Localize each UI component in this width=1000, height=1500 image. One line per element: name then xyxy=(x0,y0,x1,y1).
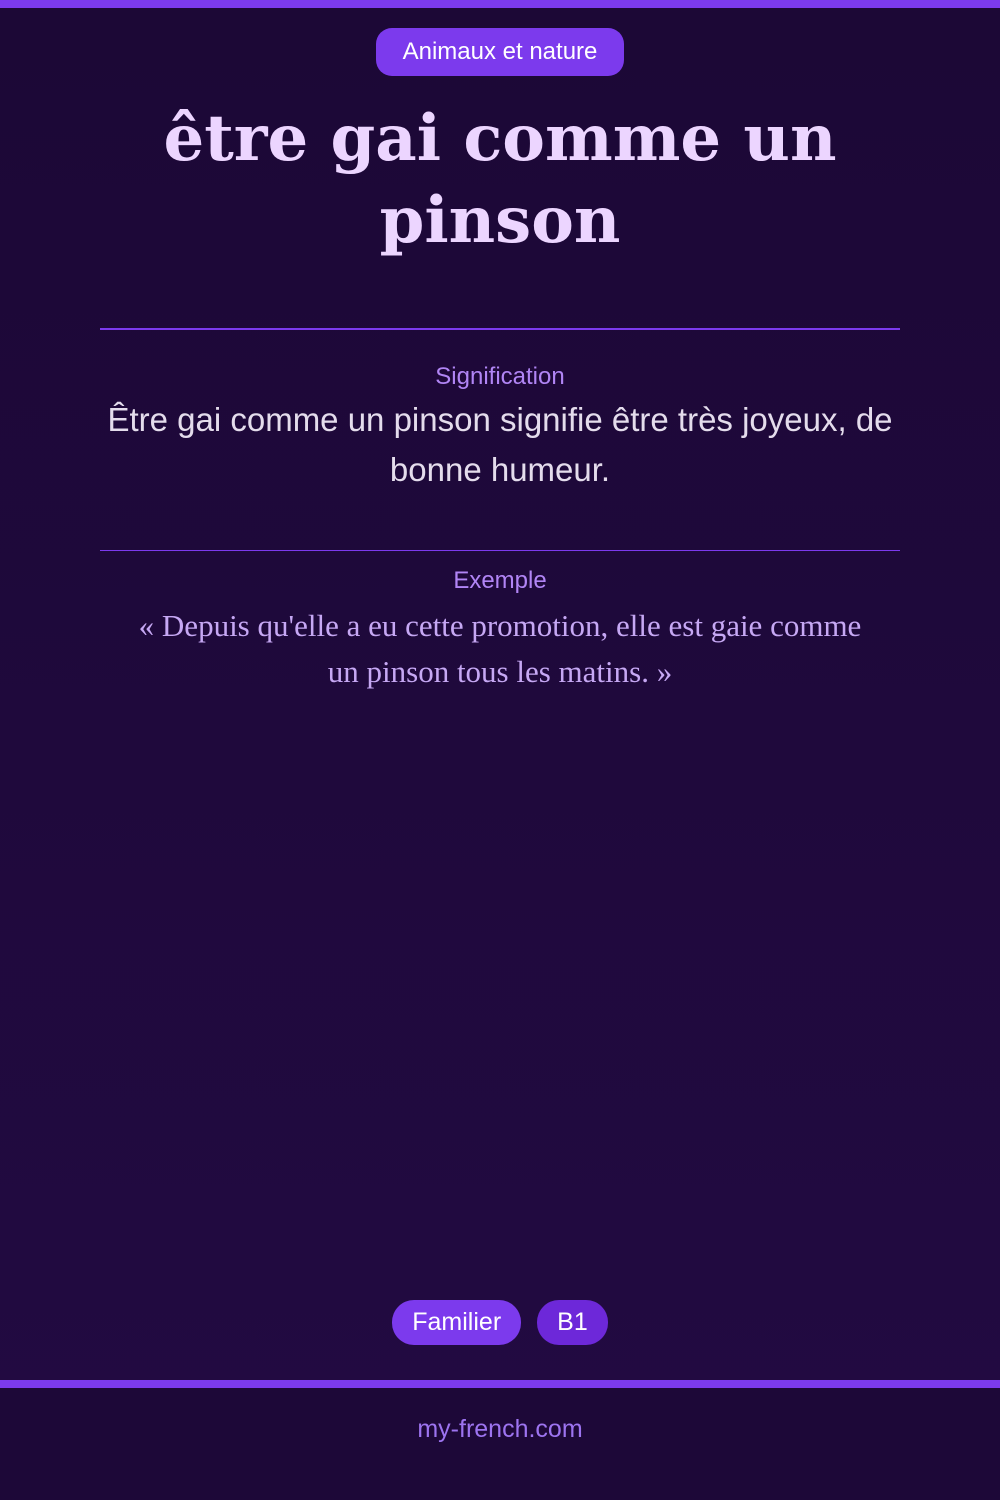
footer-site-link[interactable]: my-french.com xyxy=(417,1415,583,1443)
footer xyxy=(0,1388,1000,1500)
tag-list xyxy=(0,1300,1000,1345)
top-accent-bar xyxy=(0,0,1000,8)
divider xyxy=(100,328,900,330)
expression-title: être gai comme un pinson xyxy=(163,101,837,258)
category-badge: Animaux et nature xyxy=(376,28,624,76)
register-tag: Familier xyxy=(392,1300,521,1345)
level-tag: B1 xyxy=(537,1300,608,1345)
example-label: Exemple xyxy=(453,567,547,594)
bottom-accent-bar xyxy=(0,1380,1000,1388)
example-text: « Depuis qu'elle a eu cette promotion, elle est gaie comme un pinson tous les matins. » xyxy=(138,608,862,689)
meaning-label: Signification xyxy=(435,363,565,390)
divider xyxy=(100,550,900,551)
meaning-text: Être gai comme un pinson signifie être très joyeux, de bonne humeur. xyxy=(107,401,893,488)
